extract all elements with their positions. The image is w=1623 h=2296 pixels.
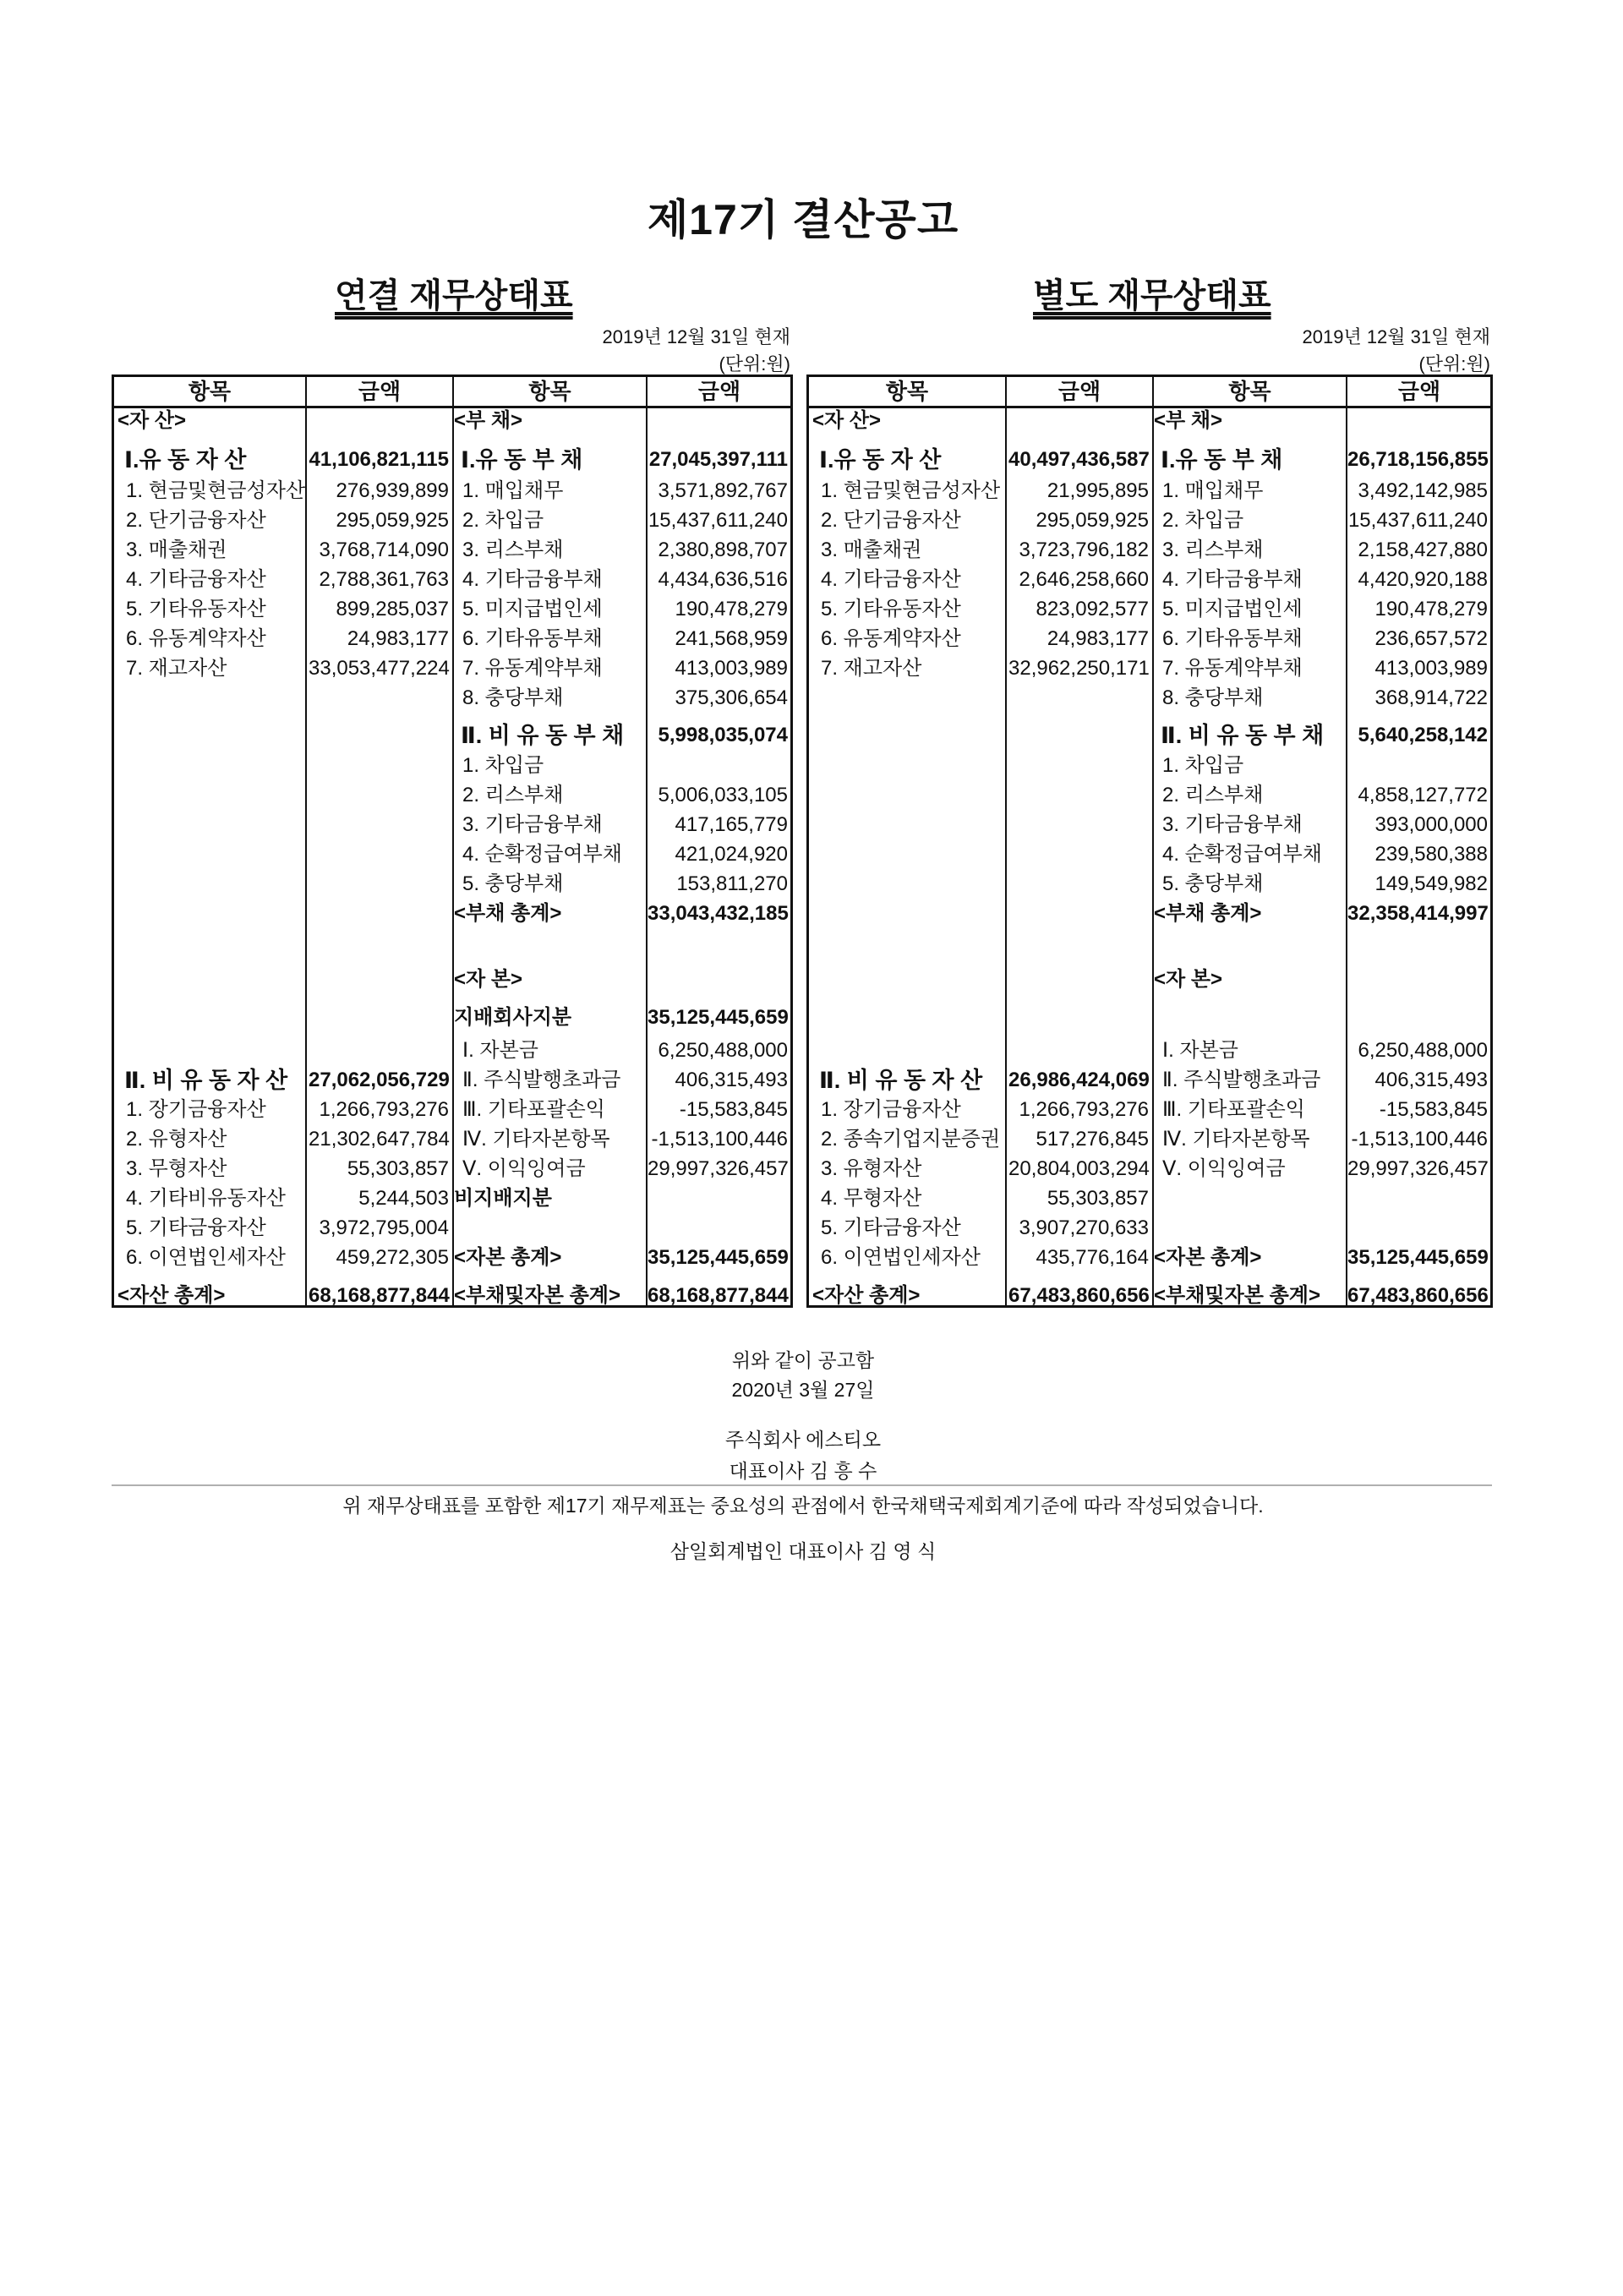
row-label: 3. 리스부채 (462, 538, 564, 561)
row-amount: 21,302,647,784 (309, 1128, 450, 1151)
row-label: 5. 기타유동자산 (821, 598, 961, 620)
row-label: <자산 총계> (812, 1284, 921, 1307)
row-label: Ⅳ. 기타자본항목 (462, 1128, 610, 1151)
separate-date: 2019년 12월 31일 현재 (1302, 326, 1490, 347)
row-amount: 295,059,925 (1036, 509, 1149, 532)
column-divider (452, 377, 454, 1305)
row-amount: 406,315,493 (675, 1069, 788, 1091)
row-label: <부채및자본 총계> (454, 1284, 620, 1307)
row-label: <자본 총계> (454, 1246, 562, 1269)
auditor-signature: 삼일회계법인 대표이사 김 영 식 (669, 1540, 937, 1562)
row-amount: 27,062,056,729 (309, 1069, 450, 1091)
row-amount: 4,434,636,516 (658, 568, 788, 591)
row-label: <부 채> (1154, 409, 1223, 432)
row-label: 5. 미지급법인세 (462, 598, 603, 620)
row-amount: 375,306,654 (675, 686, 788, 709)
row-amount: 35,125,445,659 (648, 1246, 789, 1269)
row-label: <부 채> (454, 409, 523, 432)
row-amount: 236,657,572 (1374, 627, 1488, 650)
row-amount: 3,571,892,767 (658, 479, 788, 502)
row-amount: 1,266,793,276 (1019, 1098, 1149, 1121)
row-label: 3. 무형자산 (126, 1157, 227, 1180)
row-label: 5. 기타금융자산 (821, 1216, 961, 1239)
row-label: 1. 현금및현금성자산 (126, 479, 306, 502)
row-label: <자 본> (1154, 968, 1223, 991)
row-amount: 3,492,142,985 (1358, 479, 1488, 502)
row-amount: -15,583,845 (679, 1098, 788, 1121)
page-title: 제17기 결산공고 (647, 196, 959, 243)
row-amount (648, 1184, 788, 1213)
row-amount (1008, 407, 1149, 435)
row-label: 6. 기타유동부채 (1162, 627, 1303, 650)
row-label: 1. 차입금 (1162, 754, 1244, 777)
row-label: Ⅱ. 비 유 동 부 채 (1161, 723, 1325, 748)
row-amount: 35,125,445,659 (648, 1006, 789, 1029)
separate-balance-sheet-table (806, 374, 1493, 1308)
audit-statement: 위 재무상태표를 포함한 제17기 재무제표는 중요성의 관점에서 한국채택국제회계기준에 따라 작성되었습니다. (342, 1495, 1264, 1517)
row-amount: 6,250,488,000 (658, 1039, 788, 1062)
row-label: 2. 차입금 (462, 509, 544, 532)
row-label: Ⅴ. 이익잉여금 (1162, 1157, 1286, 1180)
consolidated-heading: 연결 재무상태표 (335, 277, 573, 314)
row-amount: 32,358,414,997 (1347, 902, 1489, 925)
row-label: Ⅱ. 주식발행초과금 (1162, 1069, 1321, 1091)
row-amount: 413,003,989 (675, 657, 788, 680)
row-label: 2. 차입금 (1162, 509, 1244, 532)
column-header-item: 항목 (188, 379, 232, 404)
ceo-name: 대표이사 김 흥 수 (729, 1460, 877, 1482)
row-label: 비지배지분 (454, 1187, 552, 1210)
footer-divider (112, 1484, 1492, 1486)
row-amount (1347, 752, 1488, 780)
row-label: 1. 현금및현금성자산 (821, 479, 1001, 502)
row-amount: 2,380,898,707 (658, 538, 788, 561)
row-amount: 29,997,326,457 (1347, 1157, 1489, 1180)
row-amount: 26,986,424,069 (1008, 1069, 1150, 1091)
row-amount: 4,858,127,772 (1358, 784, 1488, 806)
row-label: 4. 기타금융자산 (126, 568, 266, 591)
row-label: Ⅰ.유 동 자 산 (819, 447, 942, 473)
row-label: 3. 매출채권 (126, 538, 227, 561)
row-amount (648, 752, 788, 780)
row-amount: 241,568,959 (675, 627, 788, 650)
row-amount: 24,983,177 (347, 627, 449, 650)
row-amount: -15,583,845 (1379, 1098, 1488, 1121)
row-label: 4. 기타금융부채 (462, 568, 603, 591)
row-amount: 5,244,503 (358, 1187, 449, 1210)
row-label: 5. 기타금융자산 (126, 1216, 266, 1239)
row-label: 4. 무형자산 (821, 1187, 922, 1210)
row-label: <부채 총계> (1154, 902, 1262, 925)
row-amount: 67,483,860,656 (1008, 1284, 1150, 1307)
row-label: 7. 재고자산 (821, 657, 922, 680)
announcement-date: 2020년 3월 27일 (731, 1379, 875, 1401)
row-amount: 2,158,427,880 (1358, 538, 1488, 561)
row-amount: 1,266,793,276 (319, 1098, 449, 1121)
row-amount: 153,811,270 (676, 872, 788, 895)
row-label: 3. 매출채권 (821, 538, 922, 561)
row-label: <자 본> (454, 968, 523, 991)
row-label: Ⅱ. 비 유 동 자 산 (124, 1068, 288, 1093)
row-amount: 190,478,279 (1374, 598, 1488, 620)
row-amount: 421,024,920 (675, 843, 788, 866)
row-label: 5. 충당부채 (1162, 872, 1264, 895)
row-amount: -1,513,100,446 (1351, 1128, 1488, 1151)
row-label: 3. 유형자산 (821, 1157, 922, 1180)
row-amount: 823,092,577 (1036, 598, 1149, 620)
row-amount: 2,646,258,660 (1019, 568, 1149, 591)
row-label: 8. 충당부채 (462, 686, 564, 709)
row-label: <자본 총계> (1154, 1246, 1262, 1269)
row-amount: 21,995,895 (1046, 479, 1149, 502)
row-amount: 3,972,795,004 (319, 1216, 449, 1239)
row-amount (648, 407, 788, 435)
row-label: 7. 유동계약부채 (462, 657, 603, 680)
row-amount: 32,962,250,171 (1008, 657, 1150, 680)
separate-unit: (단위:원) (1418, 353, 1490, 374)
row-label: 1. 매입채무 (1162, 479, 1264, 502)
row-amount: 55,303,857 (347, 1157, 449, 1180)
row-amount: 15,437,611,240 (1347, 509, 1488, 532)
row-label: 3. 기타금융부채 (1162, 813, 1303, 836)
row-label: 6. 이연법인세자산 (821, 1246, 981, 1269)
row-amount: 3,768,714,090 (319, 538, 449, 561)
row-amount: 15,437,611,240 (648, 509, 788, 532)
row-label: 1. 장기금융자산 (821, 1098, 961, 1121)
row-amount (1347, 407, 1488, 435)
column-header-item: 항목 (1228, 379, 1271, 404)
row-amount: 29,997,326,457 (648, 1157, 789, 1180)
consolidated-unit: (단위:원) (719, 353, 790, 374)
column-header-amount: 금액 (1057, 379, 1101, 404)
column-divider (1005, 377, 1007, 1305)
column-header-item: 항목 (885, 379, 929, 404)
row-amount: 68,168,877,844 (648, 1284, 789, 1307)
row-label: Ⅲ. 기타포괄손익 (1162, 1098, 1305, 1121)
row-label: Ⅲ. 기타포괄손익 (462, 1098, 605, 1121)
row-label: 1. 장기금융자산 (126, 1098, 266, 1121)
row-label: <자 산> (812, 409, 882, 432)
row-label: <자 산> (117, 409, 187, 432)
row-amount: 295,059,925 (336, 509, 449, 532)
row-amount: 4,420,920,188 (1358, 568, 1488, 591)
row-amount: 26,718,156,855 (1347, 448, 1489, 471)
row-label: 4. 기타비유동자산 (126, 1187, 286, 1210)
row-amount: 41,106,821,115 (309, 448, 449, 471)
row-amount: 239,580,388 (1374, 843, 1488, 866)
row-label: 1. 차입금 (462, 754, 544, 777)
row-label: 2. 유형자산 (126, 1128, 227, 1151)
row-amount: 20,804,003,294 (1008, 1157, 1150, 1180)
row-label: Ⅰ. 자본금 (462, 1039, 538, 1062)
separate-heading: 별도 재무상태표 (1033, 277, 1271, 314)
row-amount: 3,723,796,182 (1019, 538, 1149, 561)
row-amount: 68,168,877,844 (309, 1284, 450, 1307)
row-amount: 3,907,270,633 (1019, 1216, 1149, 1239)
row-label: Ⅰ.유 동 부 채 (461, 447, 583, 473)
row-amount: 435,776,164 (1036, 1246, 1149, 1269)
row-label: 지배회사지분 (454, 1006, 572, 1029)
row-amount: 393,000,000 (1374, 813, 1488, 836)
row-label: 2. 단기금융자산 (126, 509, 266, 532)
row-amount (1347, 965, 1488, 994)
column-divider (305, 377, 307, 1305)
column-header-amount: 금액 (1397, 379, 1441, 404)
row-amount (309, 407, 449, 435)
row-label: Ⅰ. 자본금 (1162, 1039, 1238, 1062)
row-label: 2. 종속기업지분증권 (821, 1128, 1001, 1151)
row-amount: 899,285,037 (336, 598, 449, 620)
row-label: 1. 매입채무 (462, 479, 564, 502)
row-label: 5. 기타유동자산 (126, 598, 266, 620)
row-amount: 35,125,445,659 (1347, 1246, 1489, 1269)
row-label: 8. 충당부채 (1162, 686, 1264, 709)
row-amount: 417,165,779 (675, 813, 788, 836)
row-amount: 67,483,860,656 (1347, 1284, 1489, 1307)
row-label: Ⅳ. 기타자본항목 (1162, 1128, 1310, 1151)
row-label: Ⅴ. 이익잉여금 (462, 1157, 586, 1180)
row-label: 5. 충당부채 (462, 872, 564, 895)
row-amount: 413,003,989 (1374, 657, 1488, 680)
row-label: Ⅰ.유 동 자 산 (124, 447, 247, 473)
row-amount (648, 965, 788, 994)
row-amount: 190,478,279 (675, 598, 788, 620)
row-amount: 27,045,397,111 (648, 448, 788, 471)
column-header-item: 항목 (528, 379, 571, 404)
row-label: 3. 리스부채 (1162, 538, 1264, 561)
row-amount: 276,939,899 (336, 479, 449, 502)
column-header-amount: 금액 (358, 379, 402, 404)
row-amount: 33,043,432,185 (648, 902, 789, 925)
row-label: Ⅱ. 비 유 동 자 산 (819, 1068, 983, 1093)
row-label: 6. 유동계약자산 (126, 627, 266, 650)
row-label: 4. 기타금융자산 (821, 568, 961, 591)
row-amount: 368,914,722 (1374, 686, 1488, 709)
row-amount: 24,983,177 (1046, 627, 1149, 650)
row-label: <부채및자본 총계> (1154, 1284, 1320, 1307)
row-label: 4. 기타금융부채 (1162, 568, 1303, 591)
row-label: 6. 기타유동부채 (462, 627, 603, 650)
row-amount: 40,497,436,587 (1008, 448, 1150, 471)
row-amount: 459,272,305 (336, 1246, 449, 1269)
row-label: Ⅰ.유 동 부 채 (1161, 447, 1283, 473)
row-amount: 517,276,845 (1036, 1128, 1149, 1151)
row-amount: 406,315,493 (1374, 1069, 1488, 1091)
row-label: 7. 유동계약부채 (1162, 657, 1303, 680)
row-label: Ⅱ. 주식발행초과금 (462, 1069, 621, 1091)
company-name: 주식회사 에스티오 (724, 1429, 882, 1451)
row-amount: 33,053,477,224 (309, 657, 450, 680)
row-label: 6. 유동계약자산 (821, 627, 961, 650)
row-label: 4. 순확정급여부채 (1162, 843, 1322, 866)
row-amount: 5,998,035,074 (658, 724, 788, 746)
column-divider (1152, 377, 1154, 1305)
announcement-text: 위와 같이 공고함 (731, 1349, 875, 1371)
row-label: <부채 총계> (454, 902, 562, 925)
row-amount: 5,006,033,105 (658, 784, 788, 806)
row-amount: 149,549,982 (1374, 872, 1488, 895)
column-header-amount: 금액 (697, 379, 741, 404)
row-label: 2. 리스부채 (462, 784, 564, 806)
row-amount: 2,788,361,763 (319, 568, 449, 591)
consolidated-date: 2019년 12월 31일 현재 (602, 326, 790, 347)
row-label: 2. 단기금융자산 (821, 509, 961, 532)
row-label: Ⅱ. 비 유 동 부 채 (461, 723, 625, 748)
row-amount: 5,640,258,142 (1358, 724, 1488, 746)
row-amount: -1,513,100,446 (651, 1128, 788, 1151)
row-label: 2. 리스부채 (1162, 784, 1264, 806)
row-label: 4. 순확정급여부채 (462, 843, 622, 866)
row-label: 7. 재고자산 (126, 657, 227, 680)
row-amount: 55,303,857 (1046, 1187, 1149, 1210)
consolidated-balance-sheet-table (112, 374, 793, 1308)
row-label: 3. 기타금융부채 (462, 813, 603, 836)
row-label: 6. 이연법인세자산 (126, 1246, 286, 1269)
row-amount: 6,250,488,000 (1358, 1039, 1488, 1062)
row-label: <자산 총계> (117, 1284, 226, 1307)
row-label: 5. 미지급법인세 (1162, 598, 1303, 620)
